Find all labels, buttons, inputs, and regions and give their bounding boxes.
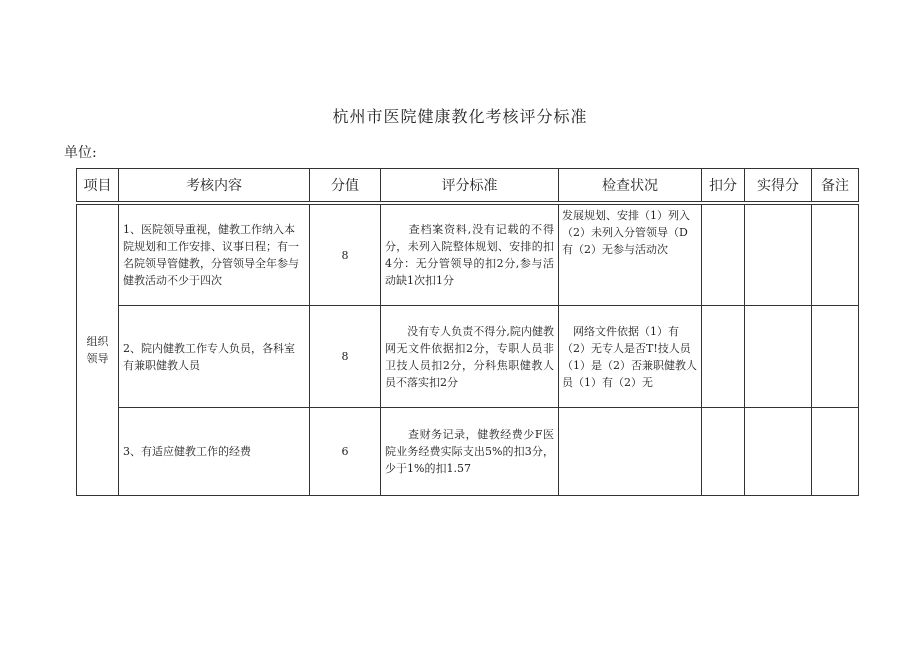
page-title: 杭州市医院健康教化考核评分标准 <box>332 107 588 126</box>
deduction-cell <box>702 205 745 306</box>
header-content: 考核内容 <box>119 169 310 202</box>
content-cell: 3、有适应健教工作的经费 <box>119 408 310 496</box>
content-cell: 2、院内健教工作专人负员，各科室有兼职健教人员 <box>119 306 310 408</box>
actual-score-cell <box>745 306 812 408</box>
content-cell: 1、医院领导重视，健教工作纳入本院规划和工作安排、议事日程；有一名院领导管健教，分管领导全年参与健教活动不少于四次 <box>119 205 310 306</box>
deduction-cell <box>702 306 745 408</box>
status-cell: 发展规划、安排（1）列入（2）未列入分管领导（D有（2）无参与活动次 <box>559 205 702 306</box>
status-cell <box>559 408 702 496</box>
header-score: 分值 <box>310 169 381 202</box>
status-cell: 网络文件依据（1）有（2）无专人是否T!技人员 （1）是（2）否兼职健教人员（1）有（2）无 <box>559 306 702 408</box>
header-criteria: 评分标准 <box>381 169 559 202</box>
actual-score-cell <box>745 205 812 306</box>
remarks-cell <box>812 205 859 306</box>
remarks-cell <box>812 306 859 408</box>
category-line: 领导 <box>86 352 109 365</box>
table-row <box>77 205 859 306</box>
score-cell: 8 <box>310 306 381 408</box>
scoring-table <box>76 168 859 496</box>
table-row <box>77 306 859 408</box>
score-cell: 8 <box>310 205 381 306</box>
header-status: 检查状况 <box>559 169 702 202</box>
criteria-cell: 查财务记录，健教经费少F医院业务经费实际支出5%的扣3分，少于1%的扣1.57 <box>381 408 559 496</box>
unit-label: 单位: <box>64 145 97 161</box>
category-line: 组织 <box>86 335 109 348</box>
table-row <box>77 408 859 496</box>
category-cell <box>77 205 119 496</box>
header-actual-score: 实得分 <box>745 169 812 202</box>
deduction-cell <box>702 408 745 496</box>
table-header-row <box>77 169 859 202</box>
actual-score-cell <box>745 408 812 496</box>
criteria-cell: 没有专人负责不得分,院内健教网无文件依据扣2分，专职人员非卫技人员扣2分，分科焦职健教人员不落实扣2分 <box>381 306 559 408</box>
criteria-cell: 查档案资料,没有记载的不得分，未列入院整体规划、安排的扣4分：无分管领导的扣2分,参与活动缺1次扣1分 <box>381 205 559 306</box>
score-cell: 6 <box>310 408 381 496</box>
header-remarks: 备注 <box>812 169 859 202</box>
header-item: 项目 <box>77 169 119 202</box>
remarks-cell <box>812 408 859 496</box>
header-deduction: 扣分 <box>702 169 745 202</box>
